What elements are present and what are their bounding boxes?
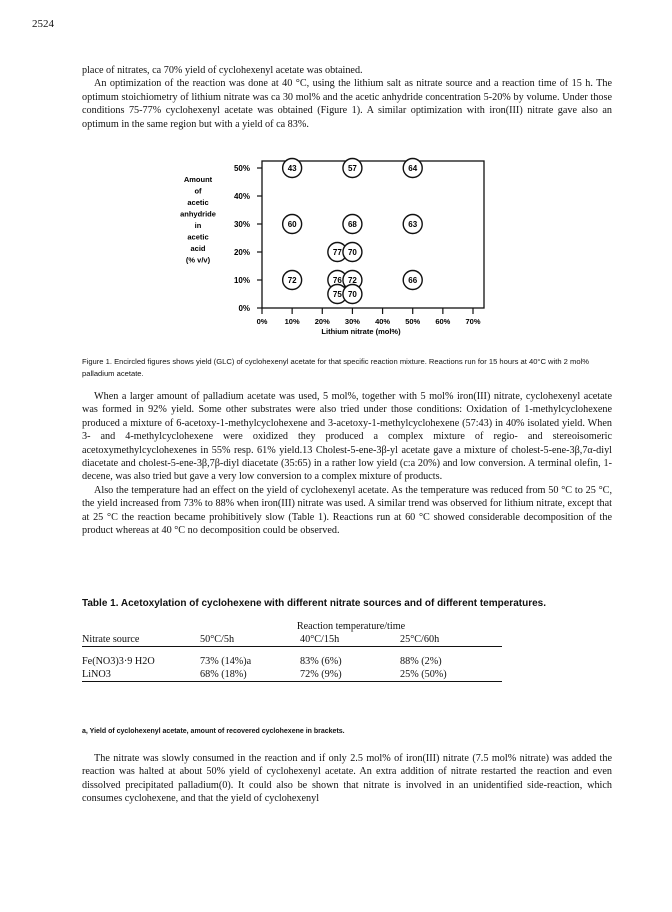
data-point <box>283 159 302 178</box>
table-row <box>82 668 502 682</box>
x-tick-label: 30% <box>344 317 360 326</box>
text-block-mid <box>82 390 612 537</box>
data-point <box>283 215 302 234</box>
data-point <box>343 159 362 178</box>
data-point-label: 63 <box>408 220 418 229</box>
table-cell: 73% (14%)a <box>200 656 252 667</box>
x-tick-label: 10% <box>284 317 300 326</box>
table-header: Nitrate source <box>82 634 140 645</box>
figure-1-chart <box>170 150 490 355</box>
data-point <box>403 215 422 234</box>
x-tick-label: 70% <box>465 317 481 326</box>
table-footnote: a, Yield of cyclohexenyl acetate, amount of recovered cyclohexene in brackets. <box>82 728 345 735</box>
table-1 <box>82 620 502 682</box>
data-point-label: 76 <box>332 276 342 285</box>
figure-caption: Figure 1. Encircled figures shows yield (GLC) of cyclohexenyl acetate for that specific reaction mixture. Reactions run for 15 hours at 40°C with 2 mol% palladium acetate. <box>82 357 589 378</box>
data-point-label: 60 <box>287 220 297 229</box>
table-cell: LiNO3 <box>82 669 111 680</box>
x-tick-label: 50% <box>405 317 421 326</box>
x-tick-label: 0% <box>256 317 268 326</box>
data-point <box>283 271 302 290</box>
x-tick-label: 20% <box>314 317 330 326</box>
y-tick-label: 0% <box>238 304 250 313</box>
data-point-label: 70 <box>347 290 357 299</box>
x-tick-label: 60% <box>435 317 451 326</box>
y-tick-label: 50% <box>233 164 250 173</box>
data-point-label: 43 <box>287 164 297 173</box>
data-point <box>343 285 362 304</box>
text-block-top <box>82 64 612 131</box>
x-axis-label: Lithium nitrate (mol%) <box>321 327 401 336</box>
y-tick-label: 20% <box>233 248 250 257</box>
y-axis-label: Amount of acetic anhydride in acetic acid (% v/v) <box>180 175 216 265</box>
data-point-label: 77 <box>332 248 342 257</box>
data-point-label: 57 <box>347 164 357 173</box>
y-tick-label: 30% <box>233 220 250 229</box>
y-tick-label: 40% <box>233 192 250 201</box>
table-header: 50°C/5h <box>200 634 235 645</box>
table-cell: 72% (9%) <box>300 669 342 680</box>
table-group-header: Reaction temperature/time <box>296 621 406 632</box>
page-number: 2524 <box>32 18 54 30</box>
data-point-label: 75 <box>332 290 342 299</box>
table-caption: Table 1. Acetoxylation of cyclohexene with different nitrate sources and of different temperatures. <box>82 598 546 609</box>
table-header: 40°C/15h <box>300 634 340 645</box>
data-point-label: 64 <box>408 164 418 173</box>
table-cell: Fe(NO3)3·9 H2O <box>82 656 155 667</box>
table-cell: 88% (2%) <box>400 656 442 667</box>
y-tick-label: 10% <box>233 276 250 285</box>
paragraph: When a larger amount of palladium acetate was used, 5 mol%, together with 5 mol% iron(III) nitrate, cyclohexenyl acetate was formed in 92% yield. Some other substrates were also tried under those conditions: Oxidation of 1-methylcyclohexene produced a mixture of 6-acetoxy-1-methylcyclohexene and 3-acetoxy-1-methylcyclohexene (57:43) in 40% isolated yield. When 3- and 4-methylcyclohexene were oxidized they produced a complex mixture of regio- and stereoisomeric acetoxymethylcyclohexenes in 55% resp. 61% yield.13 Cholest-5-ene-3β-yl acetate gave a mixture of cholest-5-ene-3β,7α-diyl diacetate and cholest-5-ene-3β,7β-diyl diacetate (35:65) in a rather low yield (c:a 20%) and low conversion. A terminal olefin, 1-decene, was also tried but gave a very low conversion to a complex mixture of products. <box>82 391 612 483</box>
table-cell: 68% (18%) <box>200 669 247 680</box>
data-point <box>343 215 362 234</box>
data-point-label: 70 <box>347 248 357 257</box>
table-row <box>82 655 502 668</box>
paragraph: place of nitrates, ca 70% yield of cyclohexenyl acetate was obtained. <box>82 65 363 76</box>
data-point-label: 66 <box>408 276 418 285</box>
paragraph: Also the temperature had an effect on the yield of cyclohexenyl acetate. As the temperature was reduced from 50 °C to 25 °C, the yield increased from 73% to 88% when iron(III) nitrate was used. A similar trend was observed for lithium nitrate, except that at 25 °C the reaction became prohibitively slow (Table 1). Reactions run at 60 °C showed considerable decomposition of the product whereas at 40 °C no decomposition could be observed. <box>82 484 612 537</box>
table-cell: 83% (6%) <box>300 656 342 667</box>
x-tick-label: 40% <box>375 317 391 326</box>
text-block-bottom <box>82 752 612 806</box>
data-point <box>403 271 422 290</box>
table-header: 25°C/60h <box>400 634 440 645</box>
data-point <box>403 159 422 178</box>
data-point <box>343 243 362 262</box>
data-point-label: 68 <box>347 220 357 229</box>
data-point-label: 72 <box>287 276 297 285</box>
data-point-label: 72 <box>347 276 357 285</box>
table-cell: 25% (50%) <box>400 669 447 680</box>
paragraph: An optimization of the reaction was done at 40 °C, using the lithium salt as nitrate source and a reaction time of 15 h. The optimum stoichiometry of lithium nitrate was ca 30 mol% and the acetic anhydride concentration 5-20% by volume. Under those conditions 75-77% cyclohexenyl acetate was obtained (Figure 1). A similar optimization with iron(III) nitrate gave also an optimum in the same region but with a yield of ca 83%. <box>82 78 612 130</box>
paragraph: The nitrate was slowly consumed in the reaction and if only 2.5 mol% of iron(III) nitrate (7.5 mol% nitrate) was added the reaction was halted at about 50% yield of cyclohexenyl acetate. An extra addition of nitrate restarted the reaction and even dissolved precipitated palladium(0). It could also be shown that nitrate is involved in an unidentified side-reaction, which consumes cyclohexene, and that the yield of cyclohexenyl <box>82 753 612 805</box>
